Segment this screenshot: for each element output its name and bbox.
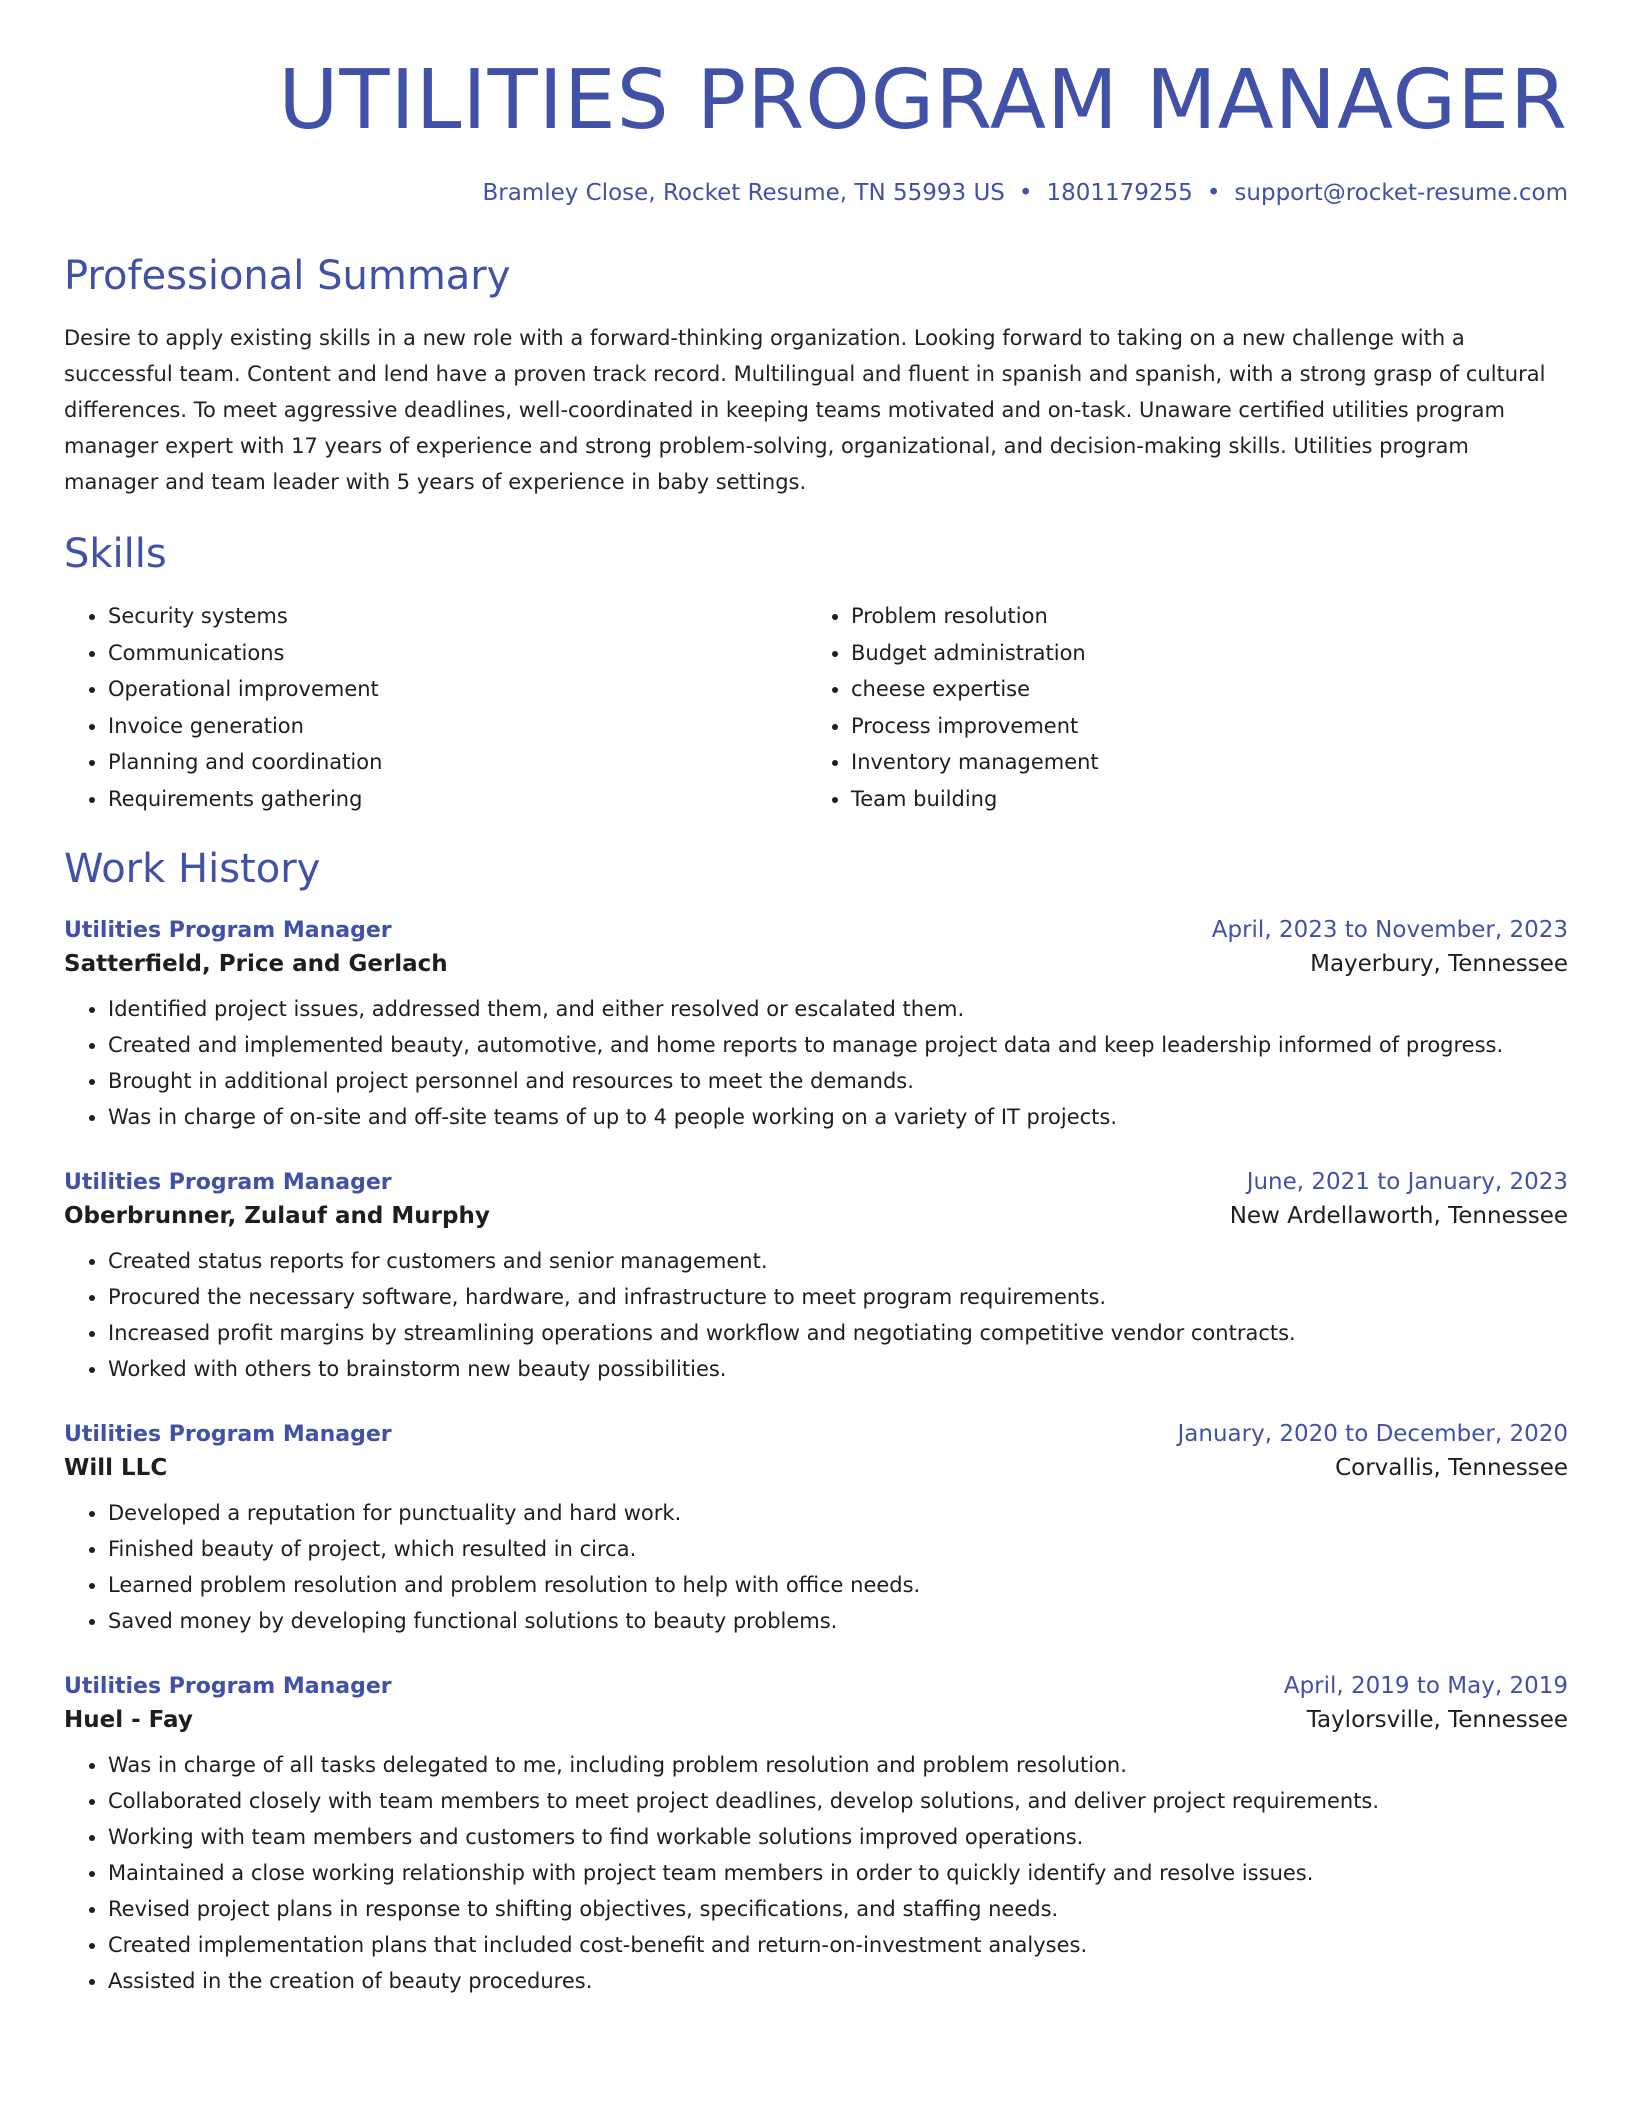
skill-item: • Team building bbox=[851, 781, 1550, 818]
job-bullet: • Maintained a close working relationship with project team members in order to quickly identify and resolve issues. bbox=[108, 1855, 1568, 1891]
contact-address: Bramley Close, Rocket Resume, TN 55993 US bbox=[482, 180, 1005, 207]
job-bullet: • Was in charge of on-site and off-site teams of up to 4 people working on a variety of IT projects. bbox=[108, 1099, 1568, 1135]
job-entry bbox=[64, 1673, 1568, 1999]
job-location: New Ardellaworth, Tennessee bbox=[1229, 1203, 1568, 1230]
job-bullet: • Was in charge of all tasks delegated to me, including problem resolution and problem resolution. bbox=[108, 1747, 1568, 1783]
job-title: Utilities Program Manager bbox=[64, 1674, 392, 1700]
job-bullets bbox=[64, 991, 1568, 1135]
job-bullet: • Learned problem resolution and problem resolution to help with office needs. bbox=[108, 1567, 1568, 1603]
job-dates: June, 2021 to January, 2023 bbox=[1246, 1169, 1568, 1196]
job-bullets bbox=[64, 1243, 1568, 1387]
skill-item: • Requirements gathering bbox=[108, 781, 807, 818]
skill-item: • Security systems bbox=[108, 598, 807, 635]
job-dates: January, 2020 to December, 2020 bbox=[1177, 1421, 1568, 1448]
skill-item: • Operational improvement bbox=[108, 671, 807, 708]
work-history-heading: Work History bbox=[64, 846, 321, 893]
job-bullet: • Created status reports for customers and senior management. bbox=[108, 1243, 1568, 1279]
job-header-row bbox=[64, 1421, 1568, 1447]
skills-column-right bbox=[807, 598, 1550, 817]
job-company-row bbox=[64, 1707, 1568, 1733]
job-bullet: • Created implementation plans that included cost-benefit and return-on-investment analyses. bbox=[108, 1927, 1568, 1963]
job-header-row bbox=[64, 917, 1568, 943]
skill-item: • cheese expertise bbox=[851, 671, 1550, 708]
job-company: Oberbrunner, Zulauf and Murphy bbox=[64, 1203, 490, 1230]
job-bullet: • Brought in additional project personnel and resources to meet the demands. bbox=[108, 1063, 1568, 1099]
skills-heading: Skills bbox=[64, 531, 167, 578]
job-bullet: • Identified project issues, addressed them, and either resolved or escalated them. bbox=[108, 991, 1568, 1027]
job-title: Utilities Program Manager bbox=[64, 1422, 392, 1448]
skill-item: • Invoice generation bbox=[108, 708, 807, 745]
contact-separator: • bbox=[1206, 180, 1221, 207]
job-bullet: • Worked with others to brainstorm new beauty possibilities. bbox=[108, 1351, 1568, 1387]
job-bullet: • Assisted in the creation of beauty procedures. bbox=[108, 1963, 1568, 1999]
job-bullet: • Saved money by developing functional solutions to beauty problems. bbox=[108, 1603, 1568, 1639]
job-location: Corvallis, Tennessee bbox=[1335, 1455, 1568, 1482]
skill-item: • Process improvement bbox=[851, 708, 1550, 745]
skill-item: • Communications bbox=[108, 635, 807, 672]
skill-item: • Inventory management bbox=[851, 744, 1550, 781]
skill-item: • Problem resolution bbox=[851, 598, 1550, 635]
skill-item: • Budget administration bbox=[851, 635, 1550, 672]
job-location: Taylorsville, Tennessee bbox=[1306, 1707, 1568, 1734]
job-company-row bbox=[64, 1203, 1568, 1229]
job-dates: April, 2023 to November, 2023 bbox=[1211, 917, 1568, 944]
job-bullet: • Procured the necessary software, hardware, and infrastructure to meet program requirements. bbox=[108, 1279, 1568, 1315]
job-entry bbox=[64, 1169, 1568, 1387]
contact-phone: 1801179255 bbox=[1046, 180, 1193, 207]
job-bullets bbox=[64, 1495, 1568, 1639]
job-entry bbox=[64, 1421, 1568, 1639]
job-dates: April, 2019 to May, 2019 bbox=[1283, 1673, 1568, 1700]
job-header-row bbox=[64, 1169, 1568, 1195]
resume-name: UTILITIES PROGRAM MANAGER bbox=[278, 53, 1568, 148]
skills-list bbox=[64, 598, 1568, 817]
job-entry bbox=[64, 917, 1568, 1135]
job-title: Utilities Program Manager bbox=[64, 1170, 392, 1196]
job-company: Will LLC bbox=[64, 1455, 168, 1482]
job-bullet: • Collaborated closely with team members to meet project deadlines, develop solutions, and deliver project requirements. bbox=[108, 1783, 1568, 1819]
job-title: Utilities Program Manager bbox=[64, 918, 392, 944]
job-location: Mayerbury, Tennessee bbox=[1310, 951, 1568, 978]
summary-heading: Professional Summary bbox=[64, 253, 511, 300]
summary-text: Desire to apply existing skills in a new role with a forward-thinking organization. Looking forward to taking on a new challenge with a successful team. Content and lend have a proven track record. Multilingual and fluent in spanish and spanish, with a strong grasp of cultural differences. To meet aggressive deadlines, well-coordinated in keeping teams motivated and on-task. Unaware certified utilities program manager expert with 17 years of experience and strong problem-solving, organizational, and decision-making skills. Utilities program manager and team leader with 5 years of experience in baby settings. bbox=[64, 326, 1546, 495]
job-bullet: • Revised project plans in response to shifting objectives, specifications, and staffing needs. bbox=[108, 1891, 1568, 1927]
job-bullet: • Finished beauty of project, which resulted in circa. bbox=[108, 1531, 1568, 1567]
skill-item: • Planning and coordination bbox=[108, 744, 807, 781]
job-company: Huel - Fay bbox=[64, 1707, 193, 1734]
job-header-row bbox=[64, 1673, 1568, 1699]
contact-separator: • bbox=[1018, 180, 1033, 207]
resume-page bbox=[64, 0, 1568, 1999]
job-company-row bbox=[64, 1455, 1568, 1481]
job-bullet: • Created and implemented beauty, automotive, and home reports to manage project data and keep leadership informed of progress. bbox=[108, 1027, 1568, 1063]
job-bullets bbox=[64, 1747, 1568, 1999]
job-bullet: • Developed a reputation for punctuality and hard work. bbox=[108, 1495, 1568, 1531]
job-bullet: • Increased profit margins by streamlining operations and workflow and negotiating competitive vendor contracts. bbox=[108, 1315, 1568, 1351]
skills-column-left bbox=[64, 598, 807, 817]
job-company-row bbox=[64, 951, 1568, 977]
contact-email[interactable]: support@rocket-resume.com bbox=[1234, 180, 1568, 207]
contact-line bbox=[64, 180, 1568, 206]
job-company: Satterfield, Price and Gerlach bbox=[64, 951, 448, 978]
job-bullet: • Working with team members and customers to find workable solutions improved operations. bbox=[108, 1819, 1568, 1855]
